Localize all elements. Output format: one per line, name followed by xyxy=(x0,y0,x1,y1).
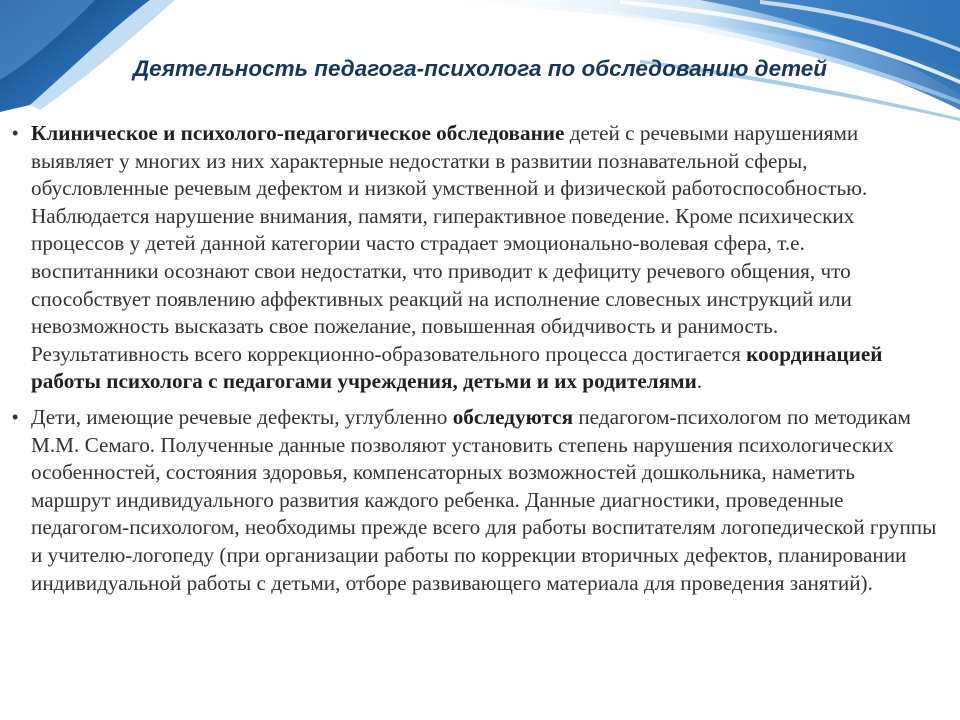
bold-phrase: обследуются xyxy=(452,404,574,429)
bullet-list xyxy=(12,120,937,605)
body-text: детей с речевыми нарушениями выявляет у многих из них характерные недостатки в развитии познавательной сферы, обусловленные речевым дефектом и низкой умственной и физической работоспособностью. Наблюдается нарушение внимания, памяти, гиперактивное поведение. Кроме психических процессов у детей данной категории часто страдает эмоционально-волевая сфера, т.е. воспитанники осознают свои недостатки, что приводит к дефициту речевого общения, что способствует появлению аффективных реакций на исполнение словесных инструкций или невозможность высказать свое пожелание, повышенная обидчивость и ранимость. Результативность всего коррекционно-образовательного процесса достигается xyxy=(31,121,868,366)
bold-phrase: координацией работы психолога с педагогами учреждения, детьми и их родителями xyxy=(31,341,883,394)
bullet-marker: • xyxy=(12,123,19,143)
body-text: . xyxy=(696,369,703,394)
bold-phrase: Клиническое и психолого-педагогическое обследование xyxy=(31,121,565,145)
bullet-item-2 xyxy=(12,404,937,597)
bullet-item-1 xyxy=(12,120,937,396)
slide-title: Деятельность педагога-психолога по обследованию детей xyxy=(132,56,828,81)
body-text: педагогом-психологом по методикам М.М. Семаго. Полученные данные позволяют установить степень нарушения психологических особенностей, состояния здоровья, компенсаторных возможностей дошкольника, наметить маршрут индивидуального развития каждого ребенка. Данные диагностики, проведенные педагогом-психологом, необходимы прежде всего для работы воспитателям логопедической группы и учителю-логопеду (при организации работы по коррекции вторичных дефектов, планировании индивидуальной работы с детьми, отборе развивающего материала для проведения занятий). xyxy=(31,404,937,595)
body-text: Дети, имеющие речевые дефекты, углубленно xyxy=(31,404,453,429)
bullet-marker: • xyxy=(12,406,19,427)
